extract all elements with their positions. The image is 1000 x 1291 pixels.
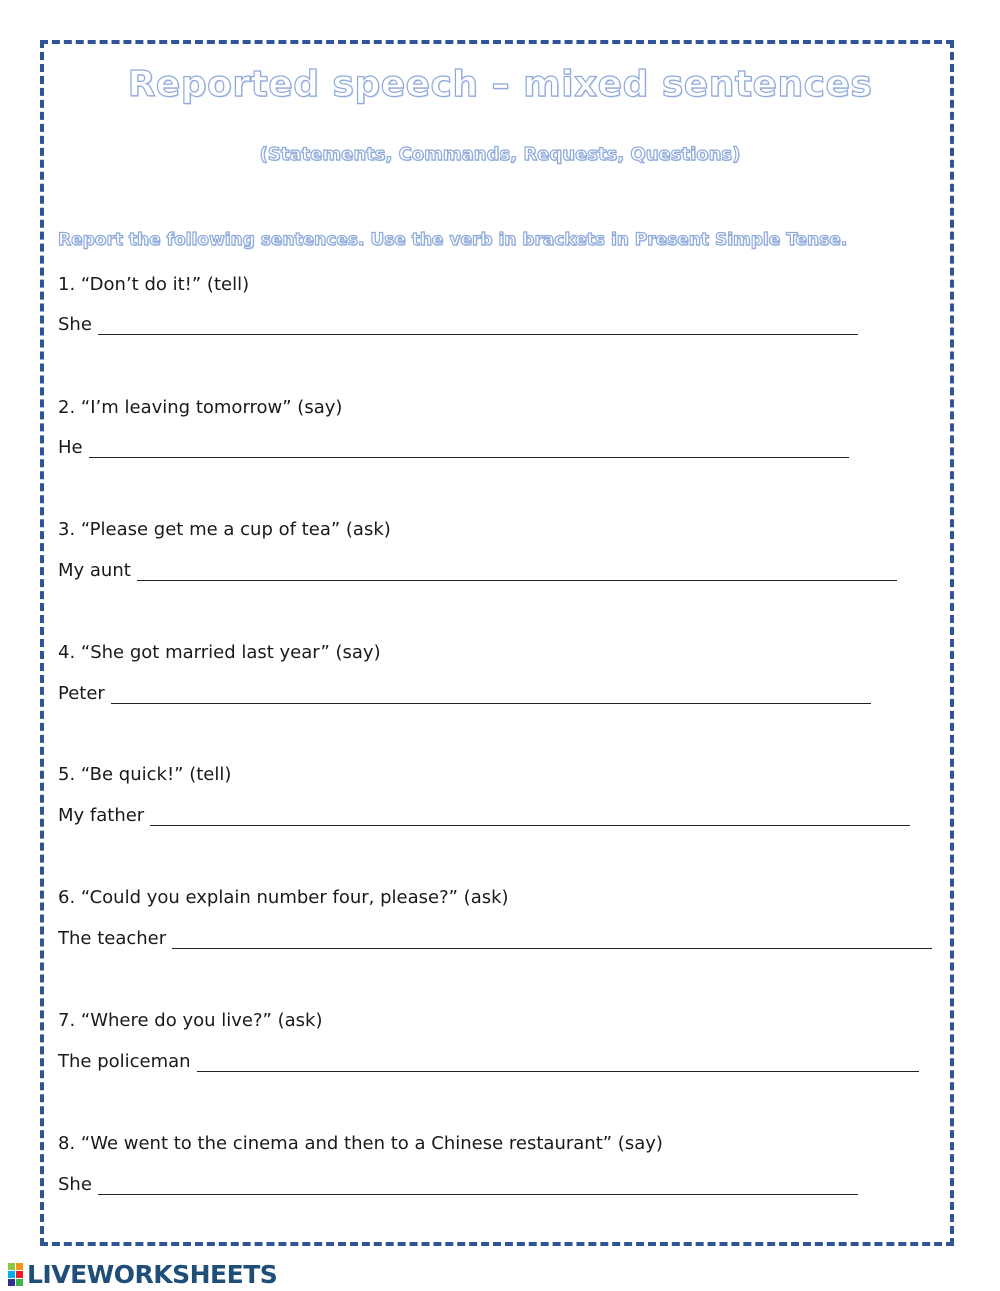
question-2: 2. “I’m leaving tomorrow” (say)	[58, 397, 343, 418]
logo-blocks-icon	[8, 1263, 23, 1286]
liveworksheets-logo	[8, 1260, 277, 1289]
page-subtitle: (Statements, Commands, Requests, Questions)	[259, 144, 741, 165]
answer-input-line[interactable]	[98, 1176, 858, 1195]
answer-row-3	[58, 560, 897, 581]
question-4: 4. “She got married last year” (say)	[58, 642, 381, 663]
answer-input-line[interactable]	[89, 439, 849, 458]
answer-subject: Peter	[58, 683, 105, 704]
answer-input-line[interactable]	[150, 807, 910, 826]
answer-subject: He	[58, 437, 83, 458]
answer-subject: She	[58, 1174, 92, 1195]
answer-subject: My father	[58, 805, 145, 826]
answer-input-line[interactable]	[197, 1053, 919, 1072]
question-6: 6. “Could you explain number four, please?” (ask)	[58, 887, 509, 908]
answer-subject: My aunt	[58, 560, 131, 581]
question-1: 1. “Don’t do it!” (tell)	[58, 274, 250, 295]
answer-row-8	[58, 1174, 858, 1195]
answer-subject: The teacher	[58, 928, 167, 949]
answer-row-1	[58, 314, 858, 335]
question-5: 5. “Be quick!” (tell)	[58, 764, 232, 785]
answer-row-7	[58, 1051, 919, 1072]
brand-name: LIVEWORKSHEETS	[27, 1260, 278, 1289]
answer-input-line[interactable]	[137, 562, 897, 581]
answer-subject: She	[58, 314, 92, 335]
answer-row-6	[58, 928, 932, 949]
answer-input-line[interactable]	[172, 930, 932, 949]
instruction-text: Report the following sentences. Use the verb in brackets in Present Simple Tense.	[58, 230, 848, 250]
question-3: 3. “Please get me a cup of tea” (ask)	[58, 519, 391, 540]
answer-row-5	[58, 805, 910, 826]
page-title: Reported speech – mixed sentences	[127, 64, 873, 105]
answer-subject: The policeman	[58, 1051, 191, 1072]
answer-input-line[interactable]	[111, 685, 871, 704]
answer-row-4	[58, 683, 871, 704]
question-7: 7. “Where do you live?” (ask)	[58, 1010, 323, 1031]
answer-input-line[interactable]	[98, 316, 858, 335]
answer-row-2	[58, 437, 849, 458]
question-8: 8. “We went to the cinema and then to a Chinese restaurant” (say)	[58, 1133, 663, 1154]
